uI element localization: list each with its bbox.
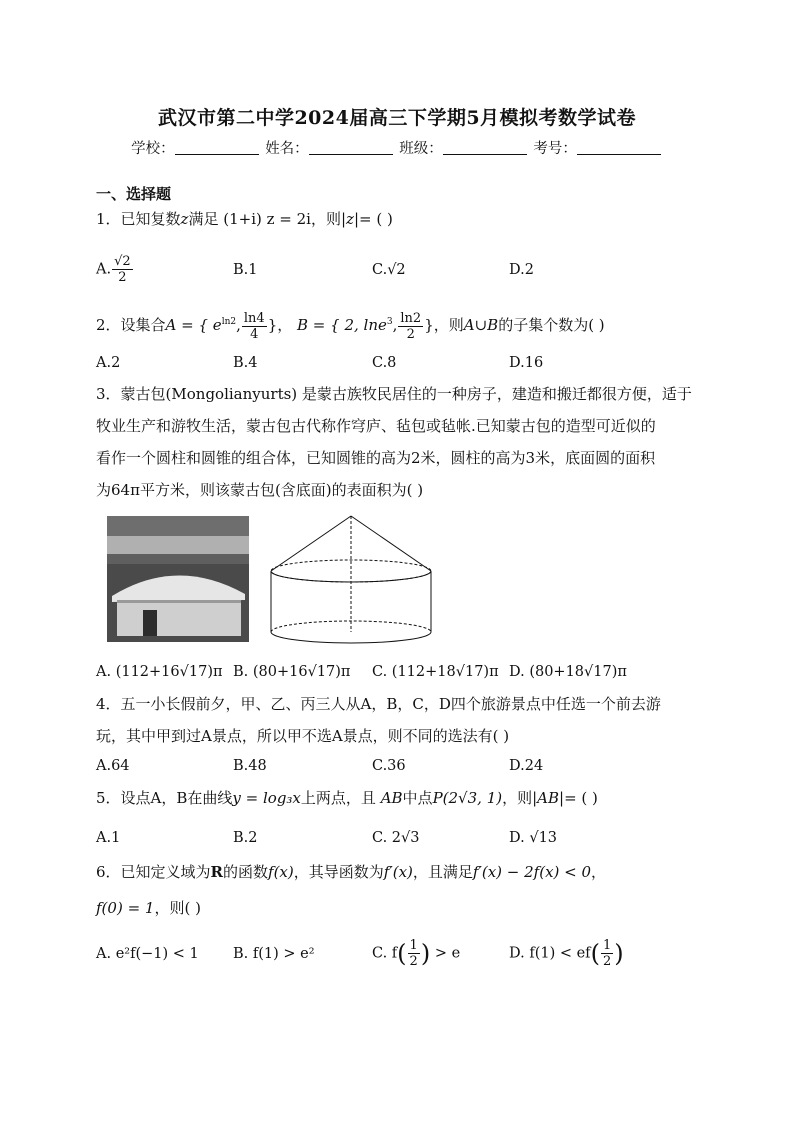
q3-line-4: 为64π平方米，则该蒙古包(含底面)的表面积为( )	[96, 481, 424, 499]
q2-option-c[interactable]: C.8	[372, 355, 397, 371]
q2-b-den: 2	[406, 326, 415, 342]
q4-line-1: 4．五一小长假前夕，甲、乙、丙三人从A，B，C，D四个旅游景点中任选一个前去游	[96, 695, 661, 713]
q6-d-frac	[601, 938, 613, 969]
school-blank[interactable]	[175, 140, 259, 155]
q5-option-a[interactable]: A.1	[96, 830, 121, 846]
q1-tail: ，则	[310, 210, 341, 228]
question-6	[96, 856, 704, 924]
q1-option-a[interactable]	[96, 254, 134, 285]
q1-prefix: 1．已知复数	[96, 210, 181, 228]
q2-option-a[interactable]: A.2	[96, 355, 121, 371]
q2-union: A∪B	[463, 316, 499, 334]
q2-b-sup: 3	[386, 317, 393, 327]
student-info-line	[0, 137, 794, 158]
q5-mid2: 中点	[402, 789, 433, 807]
q1-a-num: √2	[114, 254, 131, 269]
q6-option-b[interactable]: B. f(1) > e²	[233, 946, 315, 962]
q5-option-d[interactable]: D. √13	[509, 830, 558, 846]
q1-a-frac	[112, 254, 133, 285]
question-3	[96, 378, 704, 506]
q5-mid: 上两点，且	[300, 789, 376, 807]
q3-line-3: 看作一个圆柱和圆锥的组合体，已知圆锥的高为2米，圆柱的高为3米，底面圆的面积	[96, 449, 656, 467]
q6-end1: ，	[591, 863, 607, 881]
q4-option-a[interactable]: A.64	[96, 758, 130, 774]
q3-option-c[interactable]: C. (112+18√17)π	[372, 664, 499, 680]
q6-c-den: 2	[409, 954, 418, 969]
q3-option-d[interactable]: D. (80+18√17)π	[509, 664, 627, 680]
q4-option-c[interactable]: C.36	[372, 758, 406, 774]
q2-option-b[interactable]: B.4	[233, 355, 258, 371]
q1-a-den: 2	[118, 270, 127, 285]
q1-c-label: C.	[372, 262, 388, 278]
question-4	[96, 688, 704, 752]
q1-option-b[interactable]: B.1	[233, 262, 258, 278]
q2-a-num: ln4	[243, 310, 265, 326]
q3-line-1: 3．蒙古包(Mongolianyurts) 是蒙古族牧民居住的一种房子，建造和搬迁都很方便，适于	[96, 385, 692, 403]
exam-title: 武汉市第二中学2024届高三下学期5月模拟考数学试卷	[157, 107, 637, 129]
name-label: 姓名：	[265, 141, 309, 157]
yurt-geometry-figure	[268, 512, 434, 648]
q2-sep: }，	[267, 316, 293, 334]
q6-c-post: > e	[434, 945, 461, 962]
question-2: 2．设集合A = { $e^{ln2}$, $\frac{\ln 4}{4}$ }， B = { 2, lne$^3$, $\frac{\ln 2}{2}$ }，则A∪B的子集个数为( )	[96, 310, 605, 342]
q6-fx: f(x)	[268, 863, 294, 881]
q2-tail: }，则	[424, 316, 464, 334]
q6-line-2	[96, 892, 704, 924]
q1-var: z	[180, 210, 189, 228]
q1-option-d[interactable]: D.2	[509, 262, 534, 278]
q5-prefix: 5．设点A，B在曲线	[96, 789, 233, 807]
id-label: 考号：	[533, 141, 577, 157]
q6-prefix: 6．已知定义域为	[96, 863, 211, 881]
q2-a-frac	[242, 311, 267, 342]
q6-mid3: ，且满足	[412, 863, 473, 881]
q5-option-c[interactable]: C. 2√3	[372, 830, 420, 846]
q6-options	[96, 938, 706, 978]
q4-option-d[interactable]: D.24	[509, 758, 544, 774]
q4-option-b[interactable]: B.48	[233, 758, 267, 774]
q2-b-set: B = { 2, lne	[297, 316, 387, 334]
q5-option-b[interactable]: B.2	[233, 830, 258, 846]
q5-tail: ，则	[502, 789, 533, 807]
q1-mid: 满足	[188, 210, 219, 228]
q3-option-b[interactable]: B. (80+16√17)π	[233, 664, 351, 680]
question-1	[96, 203, 704, 235]
q1-expr: (1+i) z = 2i	[223, 210, 311, 228]
q2-option-d[interactable]: D.16	[509, 355, 544, 371]
q2-b-frac	[398, 311, 423, 342]
q5-curve: y = log₃x	[232, 789, 301, 807]
q1-c-val: √2	[387, 262, 406, 278]
q1-end: = ( )	[359, 210, 393, 228]
q6-d-pre: D. f(1) < ef	[509, 945, 591, 962]
q6-c-pre: C. f	[372, 945, 398, 962]
q6-d-lparen: (	[590, 939, 600, 968]
q6-d-den: 2	[602, 954, 612, 969]
q2-b-num: ln2	[400, 310, 422, 326]
q6-line2-expr: f(0) = 1	[96, 899, 155, 917]
q6-mid1: 的函数	[223, 863, 269, 881]
q5-abs: |AB|	[532, 789, 565, 807]
q6-c-frac	[408, 938, 420, 969]
q5-point: P(2√3, 1)	[432, 789, 503, 807]
q5-end: = ( )	[564, 789, 598, 807]
class-blank[interactable]	[443, 140, 527, 155]
q6-option-c[interactable]	[372, 938, 460, 969]
school-label: 学校：	[131, 141, 175, 157]
q1-options	[96, 254, 706, 284]
question-5	[96, 782, 704, 814]
q6-option-d[interactable]	[509, 938, 624, 969]
q2-a-set: A = { e	[165, 316, 222, 334]
q6-c-rparen: )	[420, 939, 431, 968]
q3-line-2: 牧业生产和游牧生活，蒙古包古代称作穹庐、毡包或毡帐.已知蒙古包的造型可近似的	[96, 417, 656, 435]
yurt-photo	[107, 516, 249, 642]
q6-d-num: 1	[602, 938, 612, 953]
id-blank[interactable]	[577, 140, 661, 155]
q5-ab: AB	[380, 789, 403, 807]
q6-c-lparen: (	[397, 939, 407, 968]
class-label: 班级：	[399, 141, 443, 157]
q6-option-a[interactable]: A. e²f(−1) < 1	[96, 946, 199, 962]
section-heading: 一、选择题	[96, 185, 172, 203]
q6-c-num: 1	[409, 938, 418, 953]
q1-a-label: A.	[96, 261, 112, 278]
q6-ineq: f′(x) − 2f(x) < 0	[472, 863, 592, 881]
q6-fpx: f′(x)	[383, 863, 413, 881]
q1-option-c[interactable]	[372, 262, 406, 278]
q6-mid2: ，其导函数为	[293, 863, 384, 881]
q2-a-den: 4	[250, 326, 259, 342]
q6-r: R	[210, 863, 224, 881]
q3-option-a[interactable]: A. (112+16√17)π	[96, 664, 223, 680]
q6-line-1	[96, 856, 704, 888]
q2-prefix: 2．设集合	[96, 316, 166, 334]
q1-abs: |z|	[341, 210, 360, 228]
q6-line2-end: ，则( )	[154, 899, 201, 917]
q2-end: 的子集个数为( )	[498, 316, 605, 334]
name-blank[interactable]	[309, 140, 393, 155]
q2-a-sup: ln2	[221, 317, 237, 327]
q4-line-2: 玩，其中甲到过A景点，所以甲不选A景点，则不同的选法有( )	[96, 727, 510, 745]
q6-d-rparen: )	[614, 939, 624, 968]
